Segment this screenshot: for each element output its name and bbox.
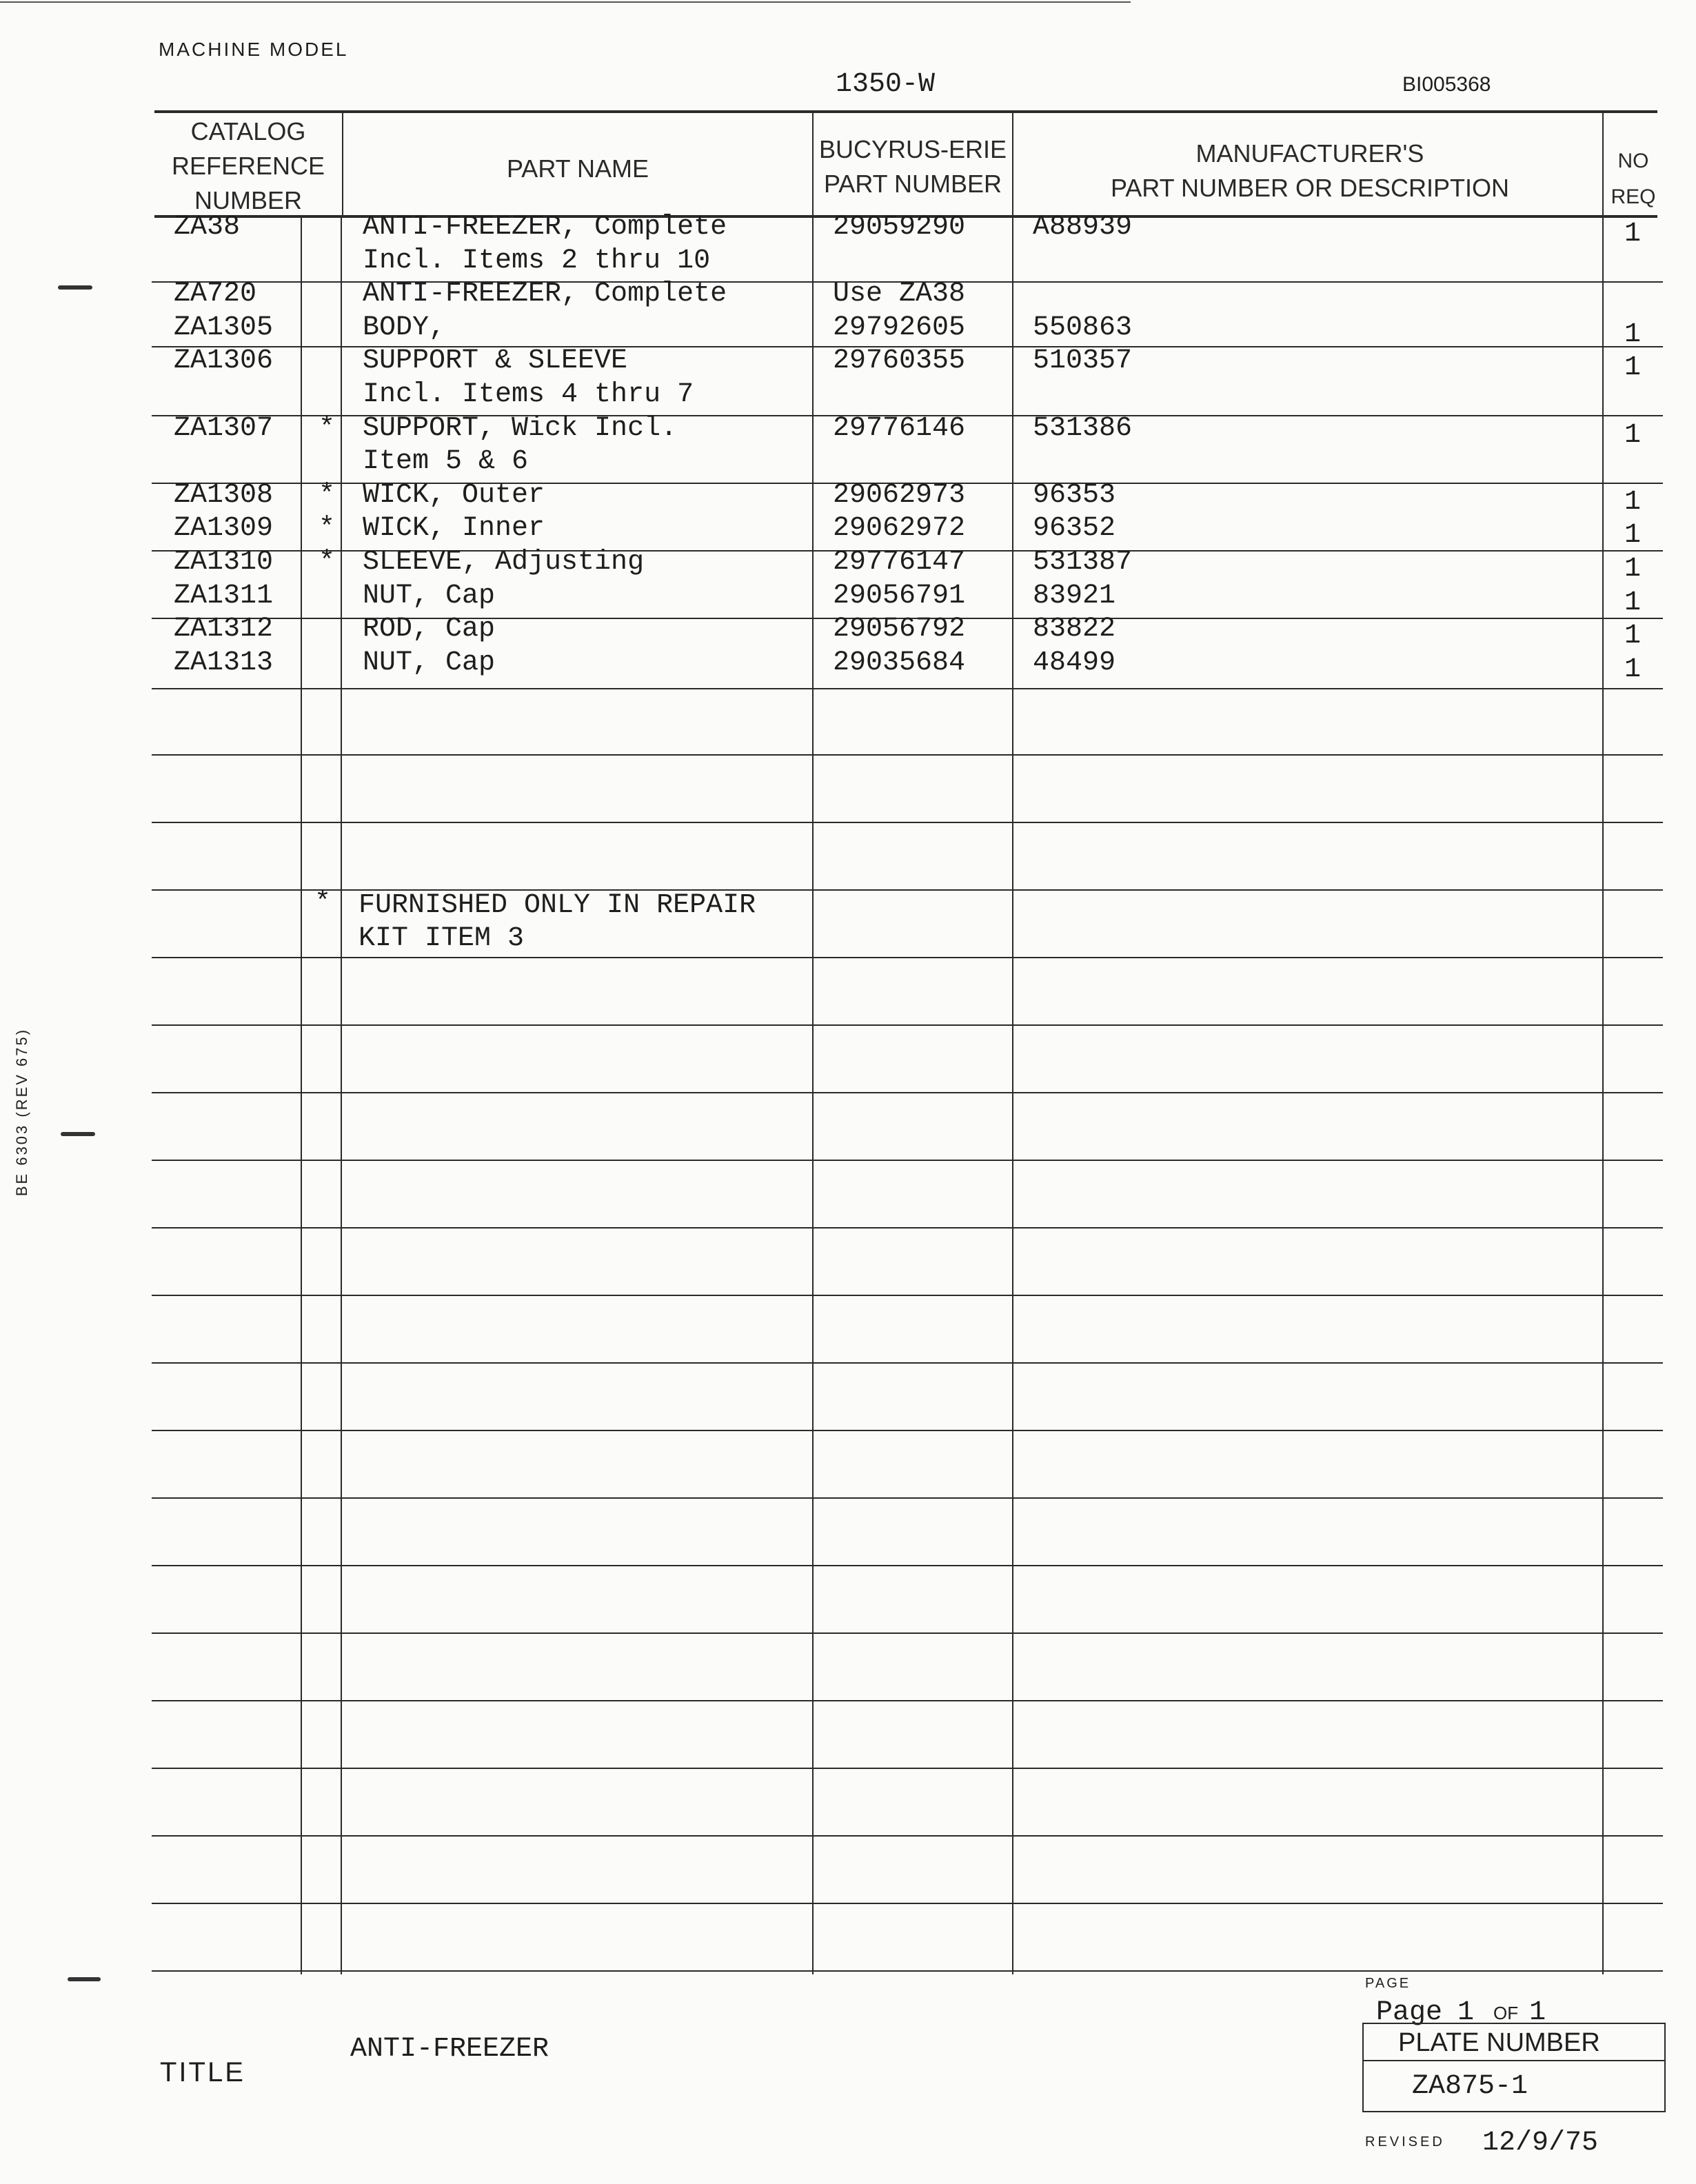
binder-mark-bottom	[68, 1977, 101, 1981]
part-name-cell: Incl. Items 2 thru 10	[363, 245, 711, 276]
mfr-part-number-cell: 83921	[1033, 580, 1116, 611]
of-label: OF	[1493, 2003, 1519, 2023]
footnote-line1: FURNISHED ONLY IN REPAIR	[359, 890, 756, 921]
row-separator	[152, 754, 1663, 756]
row-separator	[152, 688, 1663, 689]
mfr-header-line1: MANUFACTURER'S	[1195, 139, 1424, 168]
part-name-header: PART NAME	[506, 154, 649, 183]
be-part-number-cell: 29056791	[833, 580, 966, 611]
catalog-ref-cell: ZA1306	[174, 345, 274, 376]
row-separator	[152, 1970, 1663, 1972]
row-separator	[152, 1092, 1663, 1093]
side-form-code: BE 6303 (REV 675)	[13, 1027, 30, 1197]
be-part-number-cell: 29776146	[833, 413, 966, 444]
qty-header	[1604, 143, 1663, 215]
row-separator	[152, 822, 1663, 823]
mfr-part-number-cell: A88939	[1033, 212, 1133, 243]
mfr-header	[1013, 136, 1606, 205]
row-separator	[152, 1903, 1663, 1904]
catalog-ref-cell: ZA1305	[174, 312, 274, 343]
qty-cell: 1	[1624, 420, 1642, 451]
row-separator	[152, 1700, 1663, 1701]
header-divider-be	[812, 113, 814, 215]
qty-cell: 1	[1624, 520, 1642, 551]
revised-label: REVISED	[1365, 2134, 1445, 2150]
plate-divider	[1364, 2060, 1664, 2061]
part-name-cell: Item 5 & 6	[363, 446, 529, 477]
part-name-cell: ANTI-FREEZER, Complete	[363, 212, 727, 243]
qty-cell: 1	[1624, 487, 1642, 518]
catalog-ref-header	[154, 114, 342, 218]
be-part-number-cell: Use ZA38	[833, 279, 966, 310]
part-name-cell: Incl. Items 4 thru 7	[363, 379, 694, 410]
footnote-line2: KIT ITEM 3	[359, 923, 525, 954]
mfr-part-number-cell: 83822	[1033, 614, 1116, 645]
mfr-part-number-cell: 531386	[1033, 413, 1133, 444]
header-divider-ref	[342, 113, 343, 215]
page-word: Page	[1376, 1997, 1443, 2028]
be-part-number-cell: 29059290	[833, 212, 966, 243]
catalog-ref-header-line3: NUMBER	[194, 186, 302, 214]
row-separator	[152, 1632, 1663, 1634]
row-separator	[152, 1295, 1663, 1296]
column-divider-star	[341, 216, 342, 1974]
part-name-cell: SLEEVE, Adjusting	[363, 547, 645, 578]
part-name-cell: WICK, Inner	[363, 513, 545, 544]
title-value: ANTI-FREEZER	[350, 2034, 549, 2065]
header-divider-qty	[1602, 113, 1604, 215]
part-name-cell: SUPPORT & SLEEVE	[363, 345, 628, 376]
catalog-ref-cell: ZA720	[174, 279, 257, 310]
mfr-header-line2: PART NUMBER OR DESCRIPTION	[1110, 174, 1510, 202]
catalog-ref-cell: ZA1307	[174, 413, 274, 444]
page-number: 1	[1457, 1997, 1475, 2028]
part-name-cell: BODY,	[363, 312, 446, 343]
column-divider-qty	[1602, 216, 1604, 1974]
catalog-ref-cell: ZA38	[174, 212, 241, 243]
row-separator	[152, 1565, 1663, 1566]
be-part-number-cell: 29056792	[833, 614, 966, 645]
catalog-ref-cell: ZA1309	[174, 513, 274, 544]
kit-star-cell: *	[319, 413, 336, 444]
mfr-part-number-cell: 550863	[1033, 312, 1133, 343]
catalog-ref-cell: ZA1308	[174, 480, 274, 511]
be-part-number-header-line1: BUCYRUS-ERIE	[818, 135, 1007, 163]
qty-cell: 1	[1624, 352, 1642, 383]
mfr-part-number-cell: 48499	[1033, 647, 1116, 678]
be-part-number-cell: 29035684	[833, 647, 966, 678]
page-total: 1	[1529, 1997, 1546, 2028]
part-name-cell: ANTI-FREEZER, Complete	[363, 279, 727, 310]
be-part-number-cell: 29760355	[833, 345, 966, 376]
part-name-cell: SUPPORT, Wick Incl.	[363, 413, 678, 444]
row-separator	[152, 1024, 1663, 1026]
machine-model-value: 1350-W	[836, 69, 936, 100]
catalog-ref-header-line1: CATALOG	[190, 117, 306, 145]
row-separator	[152, 1430, 1663, 1431]
plate-number-box	[1362, 2023, 1666, 2112]
qty-cell: 1	[1624, 219, 1642, 250]
kit-star-cell: *	[319, 480, 336, 511]
qty-header-line2: REQ	[1611, 185, 1656, 208]
row-separator	[152, 1835, 1663, 1837]
row-separator	[152, 1160, 1663, 1161]
row-separator	[152, 1362, 1663, 1364]
be-part-number-cell: 29062973	[833, 480, 966, 511]
be-part-number-cell: 29792605	[833, 312, 966, 343]
qty-cell: 1	[1624, 587, 1642, 618]
catalog-ref-header-line2: REFERENCE	[171, 152, 325, 180]
be-part-number-cell: 29776147	[833, 547, 966, 578]
mfr-part-number-cell: 96353	[1033, 480, 1116, 511]
column-divider-ref	[301, 216, 302, 1974]
binder-mark-middle	[61, 1132, 95, 1136]
part-name-cell: NUT, Cap	[363, 580, 496, 611]
qty-cell: 1	[1624, 554, 1642, 585]
catalog-ref-cell: ZA1312	[174, 614, 274, 645]
mfr-part-number-cell: 531387	[1033, 547, 1133, 578]
qty-cell: 1	[1624, 319, 1642, 350]
part-name-cell: WICK, Outer	[363, 480, 545, 511]
row-separator	[152, 1768, 1663, 1769]
catalog-ref-cell: ZA1311	[174, 580, 274, 611]
header-top-rule	[154, 110, 1657, 113]
top-edge-rule	[0, 1, 1131, 3]
binder-mark-top	[58, 285, 92, 290]
be-part-number-header	[814, 132, 1012, 201]
part-name-cell: NUT, Cap	[363, 647, 496, 678]
footnote-star: *	[314, 887, 332, 918]
mfr-part-number-cell: 510357	[1033, 345, 1133, 376]
qty-cell: 1	[1624, 620, 1642, 651]
qty-cell: 1	[1624, 654, 1642, 685]
be-part-number-header-line2: PART NUMBER	[823, 170, 1002, 198]
revised-date: 12/9/75	[1482, 2127, 1599, 2158]
title-label: TITLE	[160, 2057, 245, 2087]
row-separator	[152, 1227, 1663, 1228]
column-divider-mfr	[1012, 216, 1013, 1974]
kit-star-cell: *	[319, 513, 336, 544]
plate-number-label: PLATE NUMBER	[1398, 2028, 1600, 2057]
document-id: BI005368	[1402, 73, 1491, 96]
catalog-ref-cell: ZA1313	[174, 647, 274, 678]
page-label: PAGE	[1365, 1976, 1411, 1991]
machine-model-label: MACHINE MODEL	[159, 39, 349, 60]
catalog-ref-cell: ZA1310	[174, 547, 274, 578]
header-divider-mfr	[1012, 113, 1013, 215]
part-name-cell: ROD, Cap	[363, 614, 496, 645]
kit-star-cell: *	[319, 547, 336, 578]
plate-number-value: ZA875-1	[1412, 2071, 1528, 2102]
row-separator	[152, 1497, 1663, 1499]
row-separator	[152, 957, 1663, 958]
mfr-part-number-cell: 96352	[1033, 513, 1116, 544]
column-divider-be	[812, 216, 814, 1974]
be-part-number-cell: 29062972	[833, 513, 966, 544]
qty-header-line1: NO	[1617, 150, 1649, 172]
